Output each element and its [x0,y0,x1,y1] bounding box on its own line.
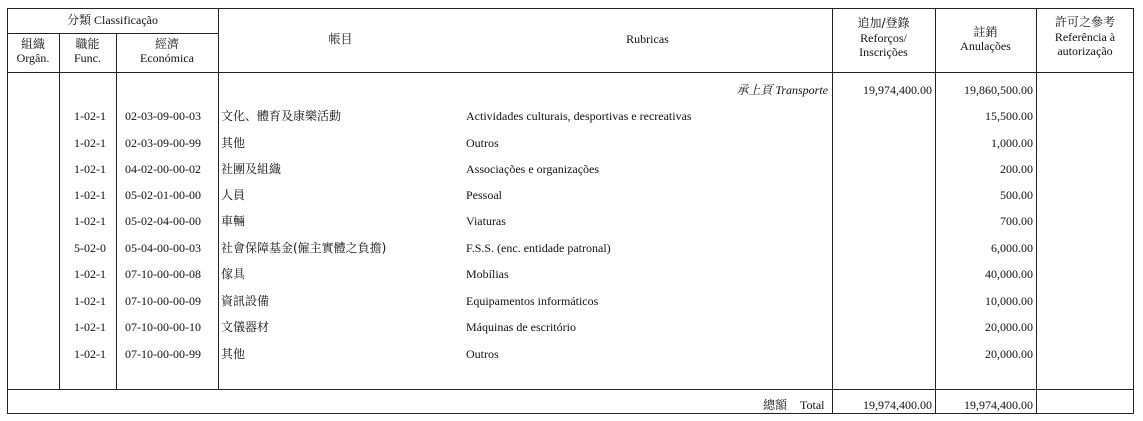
economic-code: 05-02-01-00-00 [125,188,201,202]
economic-code: 07-10-00-00-08 [125,267,201,281]
total-label-zh: 總額 [763,398,788,412]
col-line-reference [1036,8,1037,414]
cancellation-amount: 20,000.00 [985,347,1033,361]
account-name-zh: 其他 [221,347,246,361]
cancellations-header-pt: Anulações [960,39,1011,53]
account-name-zh: 社團及組織 [221,162,282,176]
account-name-zh: 文化、體育及康樂活動 [221,109,342,123]
functional-code: 1-02-1 [74,320,106,334]
cancellations-header-zh: 註銷 [973,25,998,39]
transport-cancellations: 19,860,500.00 [964,83,1033,97]
economic-code: 04-02-00-00-02 [125,162,201,176]
rubrica-name: Máquinas de escritório [466,320,576,334]
account-name-zh: 傢具 [221,267,246,281]
cancellation-amount: 15,500.00 [985,109,1033,123]
total-cancellations: 19,974,400.00 [964,398,1033,412]
functional-code: 1-02-1 [74,214,106,228]
reinforcements-header-pt1: Reforços/ [860,31,907,45]
economic-code: 07-10-00-00-10 [125,320,201,334]
organic-header-pt: Orgân. [16,51,50,65]
header-bottom-line [7,72,1134,73]
total-row-line [7,389,1134,390]
cancellation-amount: 20,000.00 [985,320,1033,334]
functional-header-pt: Func. [74,51,101,65]
col-line-economic [218,8,219,389]
account-name-zh: 人員 [221,188,246,202]
rubrica-name: Mobílias [466,267,509,281]
functional-code: 5-02-0 [74,241,106,255]
rubrica-name: Viaturas [466,214,506,228]
cancellation-amount: 700.00 [1000,214,1033,228]
functional-code: 1-02-1 [74,188,106,202]
functional-code: 1-02-1 [74,162,106,176]
cancellation-amount: 200.00 [1000,162,1033,176]
rubrica-name: Outros [466,136,499,150]
economic-code: 07-10-00-00-09 [125,294,201,308]
economic-code: 07-10-00-00-99 [125,347,201,361]
rubrica-name: Outros [466,347,499,361]
functional-code: 1-02-1 [74,267,106,281]
account-name-zh: 文儀器材 [221,320,270,334]
reference-header-pt2: autorização [1057,44,1113,58]
total-label-pt: Total [800,398,825,412]
cancellation-amount: 500.00 [1000,188,1033,202]
economic-code: 05-04-00-00-03 [125,241,201,255]
rubrica-name: F.S.S. (enc. entidade patronal) [466,241,611,255]
col-line-cancellations [935,8,936,414]
account-name-zh: 社會保障基金(僱主實體之負擔) [221,241,387,255]
col-line-organic [59,33,60,389]
cancellation-amount: 6,000.00 [991,241,1033,255]
reference-header-zh: 許可之參考 [1054,15,1115,29]
transport-reinforcements: 19,974,400.00 [863,83,932,97]
transport-label: 承上頁 Transporte [736,83,828,97]
functional-code: 1-02-1 [74,109,106,123]
classification-sub-line [7,33,218,34]
rubrica-name: Actividades culturais, desportivas e recreativas [466,109,692,123]
economic-code: 02-03-09-00-03 [125,109,201,123]
classification-header: 分類 Classificação [67,13,158,27]
account-name-zh: 車輛 [221,214,246,228]
economic-header-pt: Económica [140,51,194,65]
economic-code: 02-03-09-00-99 [125,136,201,150]
reinforcements-header-pt2: Inscrições [859,45,908,59]
economic-code: 05-02-04-00-00 [125,214,201,228]
rubrica-name: Pessoal [466,188,502,202]
functional-code: 1-02-1 [74,294,106,308]
rubrica-name: Equipamentos informáticos [466,294,599,308]
account-header: 帳目 [328,32,353,46]
account-name-zh: 其他 [221,136,246,150]
cancellation-amount: 10,000.00 [985,294,1033,308]
functional-code: 1-02-1 [74,347,106,361]
organic-header-zh: 組織 [20,37,45,51]
col-line-amounts-start [832,8,833,414]
rubricas-header: Rubricas [626,32,669,46]
reinforcements-header-zh: 追加/登錄 [857,16,910,30]
functional-code: 1-02-1 [74,136,106,150]
cancellation-amount: 40,000.00 [985,267,1033,281]
total-reinforcements: 19,974,400.00 [863,398,932,412]
reference-header-pt1: Referência à [1054,30,1116,44]
account-name-zh: 資訊設備 [221,294,270,308]
functional-header-zh: 職能 [75,37,100,51]
cancellation-amount: 1,000.00 [991,136,1033,150]
economic-header-zh: 經濟 [154,37,179,51]
col-line-functional [116,33,117,389]
rubrica-name: Associações e organizações [466,162,600,176]
